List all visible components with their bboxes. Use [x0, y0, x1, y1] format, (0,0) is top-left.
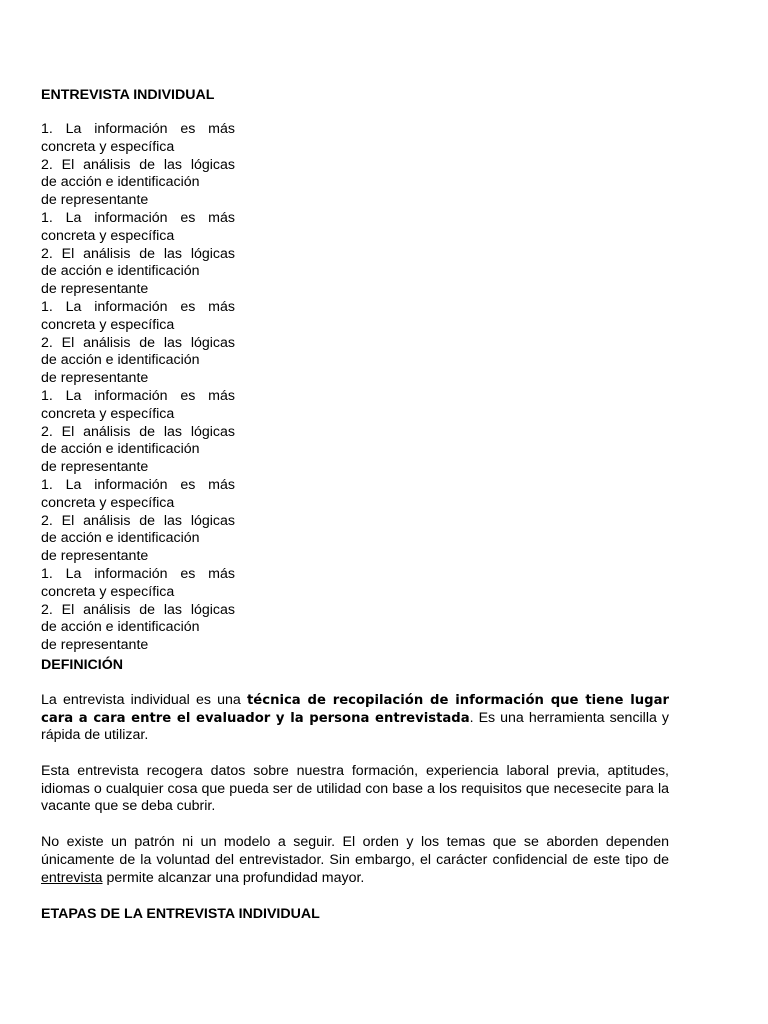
list-item-line1: 1. La información es más — [41, 209, 235, 226]
list-item — [41, 477, 235, 513]
list-item — [41, 566, 235, 602]
list-item-line1: 2. El análisis de las lógicas — [41, 245, 235, 262]
spacer — [41, 887, 669, 905]
definition-paragraph — [41, 692, 669, 745]
list-item-line2: concreta y específica — [41, 583, 175, 600]
list-item — [41, 246, 235, 299]
list-item-line3: de representante — [41, 281, 149, 298]
list-item-line1: 2. El análisis de las lógicas — [41, 423, 235, 440]
list-item-line2: de acción e identificación — [41, 263, 200, 280]
list-item — [41, 210, 235, 246]
list-item-line2: concreta y específica — [41, 227, 175, 244]
list-item-line3: de representante — [41, 192, 149, 209]
list-item — [41, 424, 235, 477]
list-item-line1: 2. El análisis de las lógicas — [41, 156, 235, 173]
list-item-line3: de representante — [41, 370, 149, 387]
list-item-line1: 2. El análisis de las lógicas — [41, 601, 235, 618]
list-item — [41, 157, 235, 210]
definition-text-start: La entrevista individual es una — [41, 691, 247, 708]
list-item-line3: de representante — [41, 548, 149, 565]
document-title: ENTREVISTA INDIVIDUAL — [41, 87, 215, 103]
spacer — [41, 674, 669, 692]
list-item-line2: concreta y específica — [41, 138, 175, 155]
list-item — [41, 602, 235, 655]
list-item-line2: concreta y específica — [41, 316, 175, 333]
list-item-line2: de acción e identificación — [41, 619, 200, 636]
list-item-line2: concreta y específica — [41, 405, 175, 422]
pattern-paragraph — [41, 834, 669, 887]
list-item-line2: de acción e identificación — [41, 352, 200, 369]
document-page — [41, 86, 669, 923]
list-item-line2: de acción e identificación — [41, 441, 200, 458]
list-item — [41, 388, 235, 424]
pattern-text-end: permite alcanzar una profundidad mayor. — [102, 869, 365, 886]
data-paragraph: Esta entrevista recogera datos sobre nuestra formación, experiencia laboral previa, aptitudes, idiomas o cualquier cosa que pueda ser de utilidad con base a los requisitos que necesecite para la vacante que se deba cubrir. — [41, 762, 669, 815]
list-item-line3: de representante — [41, 459, 149, 476]
list-item-line1: 1. La información es más — [41, 121, 235, 137]
bullet-list — [41, 121, 235, 655]
list-item-line2: de acción e identificación — [41, 174, 200, 191]
definition-heading: DEFINICIÓN — [41, 656, 123, 673]
spacer — [41, 745, 669, 763]
list-item-line1: 1. La información es más — [41, 387, 235, 404]
spacer — [41, 816, 669, 834]
list-item — [41, 299, 235, 335]
definition-text-bold: técnica de recopilación de información que tiene lugar cara a cara entre el evaluador y la persona entrevistada — [41, 692, 669, 726]
stages-heading: ETAPAS DE LA ENTREVISTA INDIVIDUAL — [41, 906, 320, 923]
definition-text-end: . Es una herramienta sencilla y rápida de utilizar. — [41, 709, 669, 744]
list-item-line3: de representante — [41, 637, 149, 654]
list-item — [41, 121, 235, 157]
list-item-line1: 1. La información es más — [41, 298, 235, 315]
list-item-line1: 1. La información es más — [41, 565, 235, 582]
list-item — [41, 335, 235, 388]
list-item-line1: 2. El análisis de las lógicas — [41, 334, 235, 351]
entrevista-link[interactable]: entrevista — [41, 869, 103, 886]
list-item-line1: 2. El análisis de las lógicas — [41, 512, 235, 529]
list-item-line2: concreta y específica — [41, 494, 175, 511]
list-item-line1: 1. La información es más — [41, 476, 235, 493]
list-item-line2: de acción e identificación — [41, 530, 200, 547]
pattern-text-start: No existe un patrón ni un modelo a seguir. El orden y los temas que se aborden dependen únicamente de la voluntad del entrevistador. Sin embargo, el carácter confidencial de este tipo de — [41, 834, 669, 868]
list-item — [41, 513, 235, 566]
